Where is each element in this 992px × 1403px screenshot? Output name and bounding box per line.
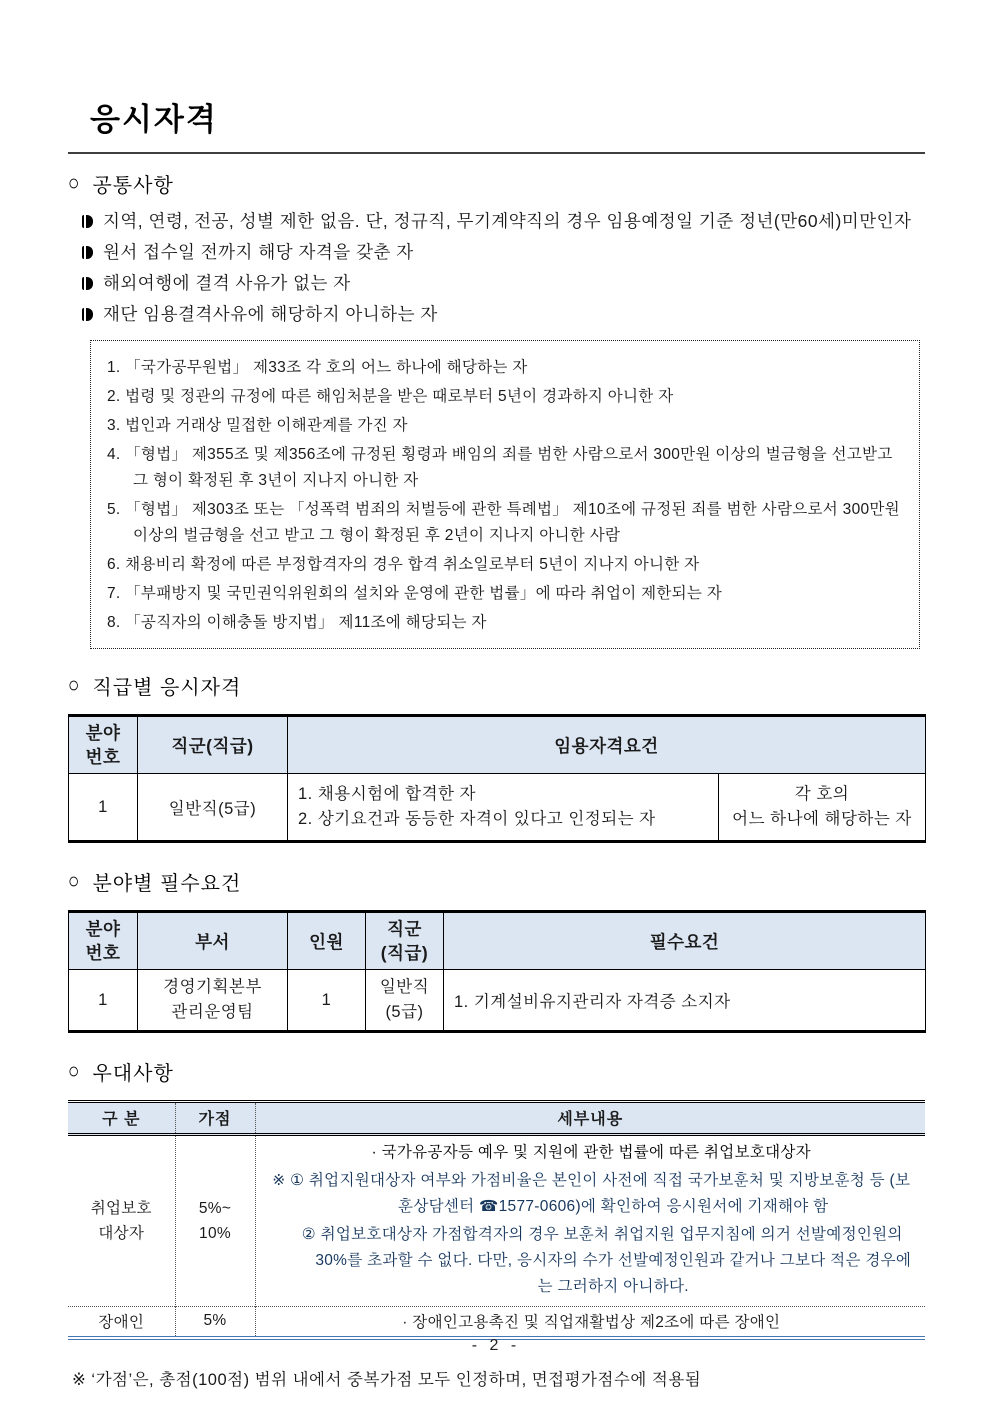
box-item: 8. 「공직자의 이해충돌 방지법」 제11조에 해당되는 자 — [107, 614, 487, 631]
cell-requirement: 1. 기계설비유지관리자 자격증 소지자 — [444, 970, 926, 1032]
cell-field-no: 1 — [69, 774, 138, 842]
box-item: 7. 「부패방지 및 국민권익위원회의 설치와 운영에 관한 법률」에 따라 취업이 제한되는 자 — [107, 585, 723, 602]
section-heading-common — [68, 169, 925, 198]
cell-qualification — [288, 774, 719, 842]
bullet-item — [68, 206, 925, 237]
page-number: - 2 - — [471, 1337, 521, 1354]
page-content — [68, 94, 925, 1390]
qualification-line: 2. 상기요건과 동등한 자격이 있다고 인정되는 자 — [298, 810, 656, 828]
preference-table — [68, 1100, 925, 1340]
cell-category — [68, 1135, 175, 1307]
reference-line: 어느 하나에 해당하는 자 — [732, 810, 912, 828]
cell-category: 장애인 — [68, 1307, 175, 1339]
box-item: 2. 법령 및 정관의 규정에 따른 해임처분을 받은 때로부터 5년이 경과하지 아니한 자 — [107, 388, 674, 405]
table-row-protected — [68, 1135, 925, 1307]
header-group: 직군(직급) — [138, 716, 288, 774]
circle-marker-icon: ○ — [68, 1059, 81, 1084]
box-item: 6. 채용비리 확정에 따른 부정합격자의 경우 합격 취소일로부터 5년이 지나지 아니한 자 — [107, 556, 700, 573]
cell-points — [175, 1135, 255, 1307]
bullet-item — [68, 268, 925, 299]
points-line: 10% — [199, 1225, 231, 1242]
header-details: 세부내용 — [255, 1102, 925, 1135]
bullet-text: 해외여행에 결격 사유가 없는 자 — [103, 273, 351, 293]
bullet-item — [68, 237, 925, 268]
section-heading-field — [68, 867, 925, 896]
header-count: 인원 — [288, 912, 366, 970]
box-item: 5. 「형법」 제303조 또는 「성폭력 범죄의 처벌등에 관한 특례법」 제10조에 규정된 죄를 범한 사람으로서 300만원 이상의 벌금형을 선고 받고 그 형이 확정된 후 2년이 지나지 아니한 사람 — [107, 501, 900, 544]
field-requirements-table — [68, 910, 926, 1033]
section-heading-preference — [68, 1057, 925, 1086]
disqualification-box — [90, 340, 920, 649]
cell-field-no: 1 — [69, 970, 138, 1032]
group-line: (5급) — [385, 1003, 424, 1021]
header-category: 구 분 — [68, 1102, 175, 1135]
header-requirement: 필수요건 — [444, 912, 926, 970]
header-qualification: 임용자격요건 — [288, 716, 926, 774]
circle-marker-icon: ○ — [68, 673, 81, 698]
cell-group: 일반직(5급) — [138, 774, 288, 842]
reference-line: 각 호의 — [794, 785, 850, 803]
section-heading-rank-label: 직급별 응시자격 — [92, 677, 242, 699]
section-heading-preference-label: 우대사항 — [92, 1063, 174, 1085]
header-group: 직군 (직급) — [366, 912, 444, 970]
dept-line: 경영기획본부 — [163, 978, 262, 996]
category-line: 취업보호 — [90, 1200, 152, 1217]
cell-reference — [719, 774, 926, 842]
cell-group — [366, 970, 444, 1032]
circle-marker-icon: ○ — [68, 869, 81, 894]
table-header-row — [68, 1102, 925, 1135]
box-item: 3. 법인과 거래상 밀접한 이해관계를 가진 자 — [107, 417, 408, 434]
cell-count: 1 — [288, 970, 366, 1032]
box-item: 1. 「국가공무원법」 제33조 각 호의 어느 하나에 해당하는 자 — [107, 359, 528, 376]
section-heading-common-label: 공통사항 — [92, 175, 174, 197]
bullet-text: 재단 임용결격사유에 해당하지 아니하는 자 — [103, 304, 438, 324]
footnote: ※ ‘가점’은, 총점(100점) 범위 내에서 중복가점 모두 인정하며, 면접평가점수에 적용됨 — [72, 1371, 702, 1389]
header-field-no: 분야 번호 — [69, 716, 138, 774]
common-bullet-list — [68, 206, 925, 330]
category-line: 대상자 — [98, 1225, 145, 1242]
table-row — [69, 970, 926, 1032]
bullet-item — [68, 299, 925, 330]
points-line: 5%~ — [198, 1200, 232, 1217]
table-header-row — [69, 912, 926, 970]
section-heading-field-label: 분야별 필수요건 — [92, 873, 242, 895]
title-underline — [68, 152, 925, 154]
box-item: 4. 「형법」 제355조 및 제356조에 규정된 횡령과 배임의 죄를 범한 사람으로서 300만원 이상의 벌금형을 선고받고 그 형이 확정된 후 3년이 지나지 아니한 자 — [107, 446, 893, 489]
square-bullet-icon — [82, 308, 93, 321]
detail-note-line: ※ ① 취업지원대상자 여부와 가점비율은 본인이 사전에 직접 국가보훈처 및 지방보훈청 등 (보훈상담센터 ☎1577-0606)에 확인하여 응시원서에 기재해야 함 — [272, 1172, 911, 1215]
group-line: 일반직 — [379, 978, 430, 996]
cell-details — [255, 1135, 925, 1307]
bullet-text: 원서 접수일 전까지 해당 자격을 갖춘 자 — [103, 242, 414, 262]
header-field-no: 분야 번호 — [69, 912, 138, 970]
header-points: 가점 — [175, 1102, 255, 1135]
table-row-disabled — [68, 1307, 925, 1339]
page-title: 응시자격 — [90, 102, 218, 137]
table-header-row — [69, 716, 926, 774]
cell-dept — [138, 970, 288, 1032]
rank-qualification-table — [68, 714, 926, 843]
detail-note-line: ② 취업보호대상자 가점합격자의 경우 보훈처 취업지원 업무지침에 의거 선발예정인원의 30%를 초과할 수 없다. 다만, 응시자의 수가 선발예정인원과 같거나 그보다 적은 경우에는 그러하지 아니하다. — [301, 1226, 912, 1295]
section-heading-rank — [68, 671, 925, 700]
square-bullet-icon — [82, 246, 93, 259]
bullet-text: 지역, 연령, 전공, 성별 제한 없음. 단, 정규직, 무기계약직의 경우 임용예정일 기준 정년(만60세)미만인자 — [103, 211, 912, 231]
square-bullet-icon — [82, 277, 93, 290]
dept-line: 관리운영팀 — [171, 1003, 254, 1021]
qualification-line: 1. 채용시험에 합격한 자 — [298, 785, 476, 803]
header-dept: 부서 — [138, 912, 288, 970]
detail-line: · 국가유공자등 예우 및 지원에 관한 법률에 따른 취업보호대상자 — [371, 1144, 811, 1161]
cell-points: 5% — [175, 1307, 255, 1339]
square-bullet-icon — [82, 215, 93, 228]
table-row — [69, 774, 926, 842]
circle-marker-icon: ○ — [68, 171, 81, 196]
cell-details: · 장애인고용촉진 및 직업재활법상 제2조에 따른 장애인 — [255, 1307, 925, 1339]
